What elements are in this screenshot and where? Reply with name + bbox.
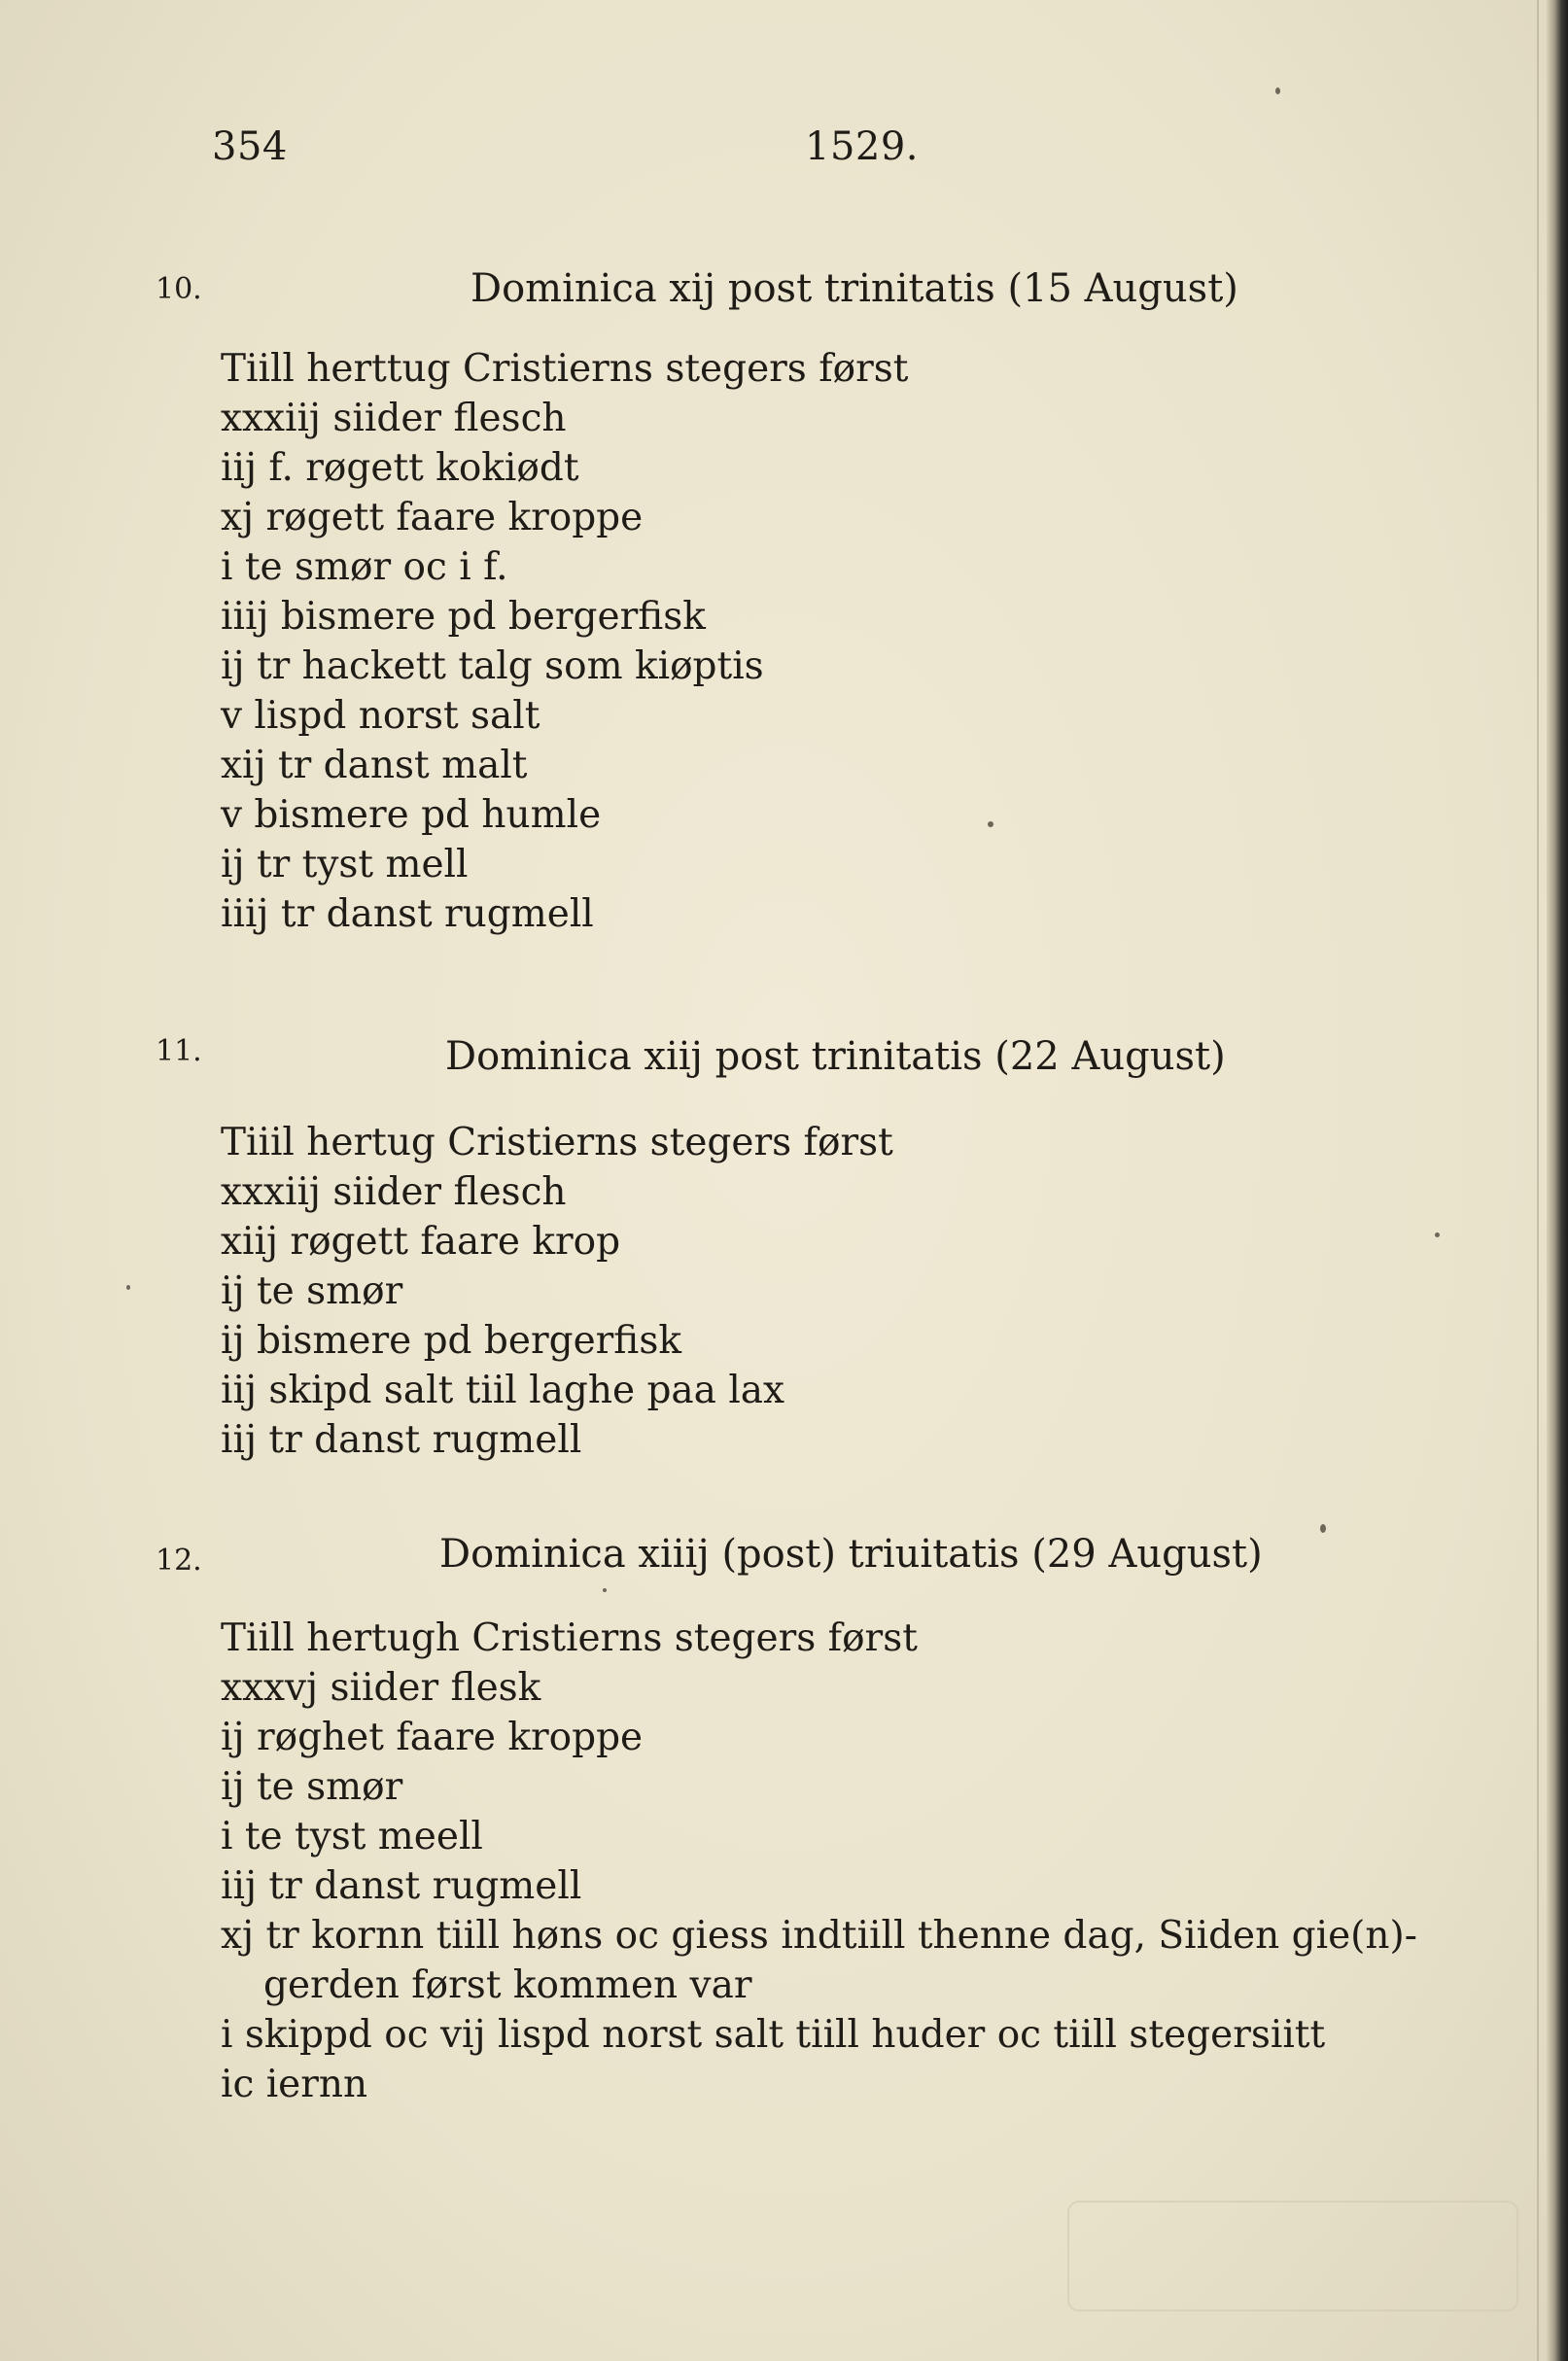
paper-speck — [988, 821, 993, 827]
entry-line: ij te smør — [221, 1765, 403, 1809]
entry-line: i te tyst meell — [221, 1815, 483, 1858]
entry-heading: Dominica xiij post trinitatis (22 August) — [445, 1034, 1226, 1079]
entry-line-continuation: gerden først kommen var — [263, 1963, 752, 2007]
entry-line: xxxiij siider flesch — [221, 397, 567, 440]
entry-line: ij tr hackett talg som kiøptis — [221, 644, 764, 688]
entry-line-list — [221, 1614, 1417, 2109]
entry-line: i skippd oc vij lispd norst salt tiill huder oc tiill stegersiitt — [221, 2013, 1326, 2057]
entry-line: xj tr kornn tiill høns oc giess indtiill thenne dag, Siiden gie(n)- — [221, 1914, 1417, 1958]
page-number: 354 — [212, 124, 288, 169]
entry-line: ij te smør — [221, 1269, 403, 1313]
entry-line: ij tr tyst mell — [221, 843, 469, 886]
entry-line: iij skipd salt tiil laghe paa lax — [221, 1369, 785, 1412]
entry-number: 11. — [156, 1034, 202, 1068]
entry-line: iij tr danst rugmell — [221, 1864, 582, 1908]
entry-line: v lispd norst salt — [221, 694, 540, 738]
entry-line: Tiill hertugh Cristierns stegers først — [221, 1616, 918, 1660]
entry-line-list — [221, 344, 908, 939]
page-year-heading: 1529. — [805, 124, 920, 169]
page-fold-line — [1537, 0, 1539, 2361]
entry-line-list — [221, 1118, 893, 1465]
page-edge — [1547, 0, 1568, 2361]
entry-line: xxxvj siider flesk — [221, 1666, 541, 1710]
entry-line: Tiiil hertug Cristierns stegers først — [221, 1121, 893, 1164]
paper-speck — [603, 1588, 607, 1592]
entry-line: iiij bismere pd bergerfisk — [221, 595, 706, 639]
entry-number: 10. — [156, 272, 202, 306]
entry-line: xxxiij siider flesch — [221, 1170, 567, 1214]
paper-stain — [1067, 2201, 1518, 2311]
entry-heading: Dominica xiiij (post) triuitatis (29 August) — [439, 1532, 1263, 1577]
entry-line: iij tr danst rugmell — [221, 1418, 582, 1462]
entry-line: iij f. røgett kokiødt — [221, 446, 579, 490]
paper-speck — [1275, 87, 1280, 94]
entry-line: v bismere pd humle — [221, 793, 602, 837]
entry-line: ij bismere pd bergerfisk — [221, 1319, 681, 1363]
entry-line: ij røghet faare kroppe — [221, 1716, 644, 1759]
entry-line: iiij tr danst rugmell — [221, 892, 594, 936]
paper-speck — [1435, 1233, 1440, 1237]
entry-line: xij tr danst malt — [221, 744, 528, 787]
entry-heading: Dominica xij post trinitatis (15 August) — [470, 266, 1238, 311]
entry-line: ic iernn — [221, 2063, 368, 2106]
entry-line: i te smør oc i f. — [221, 545, 508, 589]
paper-speck — [126, 1285, 130, 1290]
entry-line: xiij røgett faare krop — [221, 1220, 621, 1264]
entry-line: xj røgett faare kroppe — [221, 496, 644, 539]
entry-number: 12. — [156, 1544, 202, 1578]
entry-line: Tiill herttug Cristierns stegers først — [221, 347, 909, 391]
paper-speck — [1320, 1524, 1326, 1533]
